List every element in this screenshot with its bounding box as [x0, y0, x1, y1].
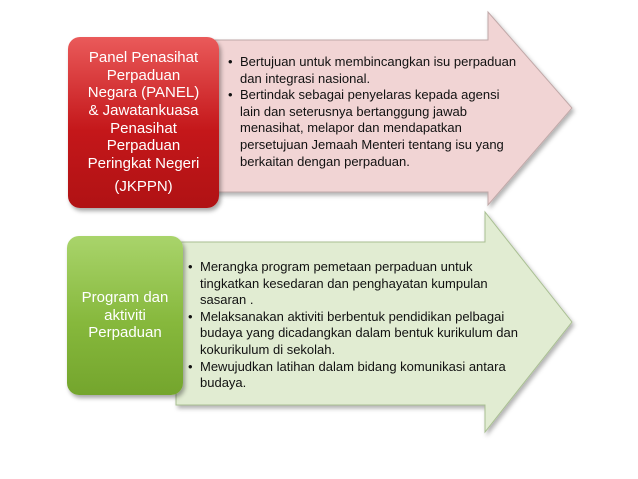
panel-bullet-list: [228, 54, 518, 170]
box-line: Perpaduan: [88, 324, 162, 342]
list-item: • Mewujudkan latihan dalam bidang komunikasi antara budaya.: [188, 359, 518, 392]
list-item: • Bertindak sebagai penyelaras kepada agensi lain dan seterusnya bertanggung jawab menasihat, melapor dan mendapatkan persetujuan Jemaah Menteri tentang isu yang berkaitan dengan perpaduan.: [228, 87, 518, 170]
box-line: Penasihat: [110, 119, 177, 137]
list-item: • Bertujuan untuk membincangkan isu perpaduan dan integrasi nasional.: [228, 54, 518, 87]
box-line: Negara (PANEL): [87, 84, 200, 102]
box-line: Program dan: [81, 289, 169, 307]
box-line: Peringkat Negeri: [87, 154, 200, 172]
box-line: Perpaduan: [106, 66, 181, 84]
box-line: Perpaduan: [106, 137, 181, 155]
box-footer: (JKPPN): [114, 178, 173, 196]
panel-box: [68, 37, 219, 208]
box-line: Panel Penasihat: [88, 49, 199, 67]
box-line: & Jawatankuasa: [88, 101, 199, 119]
list-item: • Merangka program pemetaan perpaduan untuk tingkatkan kesedaran dan penghayatan kumpulan sasaran .: [188, 259, 518, 309]
box-line: aktiviti: [104, 306, 146, 324]
program-box: [67, 236, 183, 395]
program-bullet-list: [188, 259, 518, 392]
list-item: • Melaksanakan aktiviti berbentuk pendidikan pelbagai budaya yang dicadangkan dalam bentuk kurikulum dan kokurikulum di sekolah.: [188, 309, 518, 359]
